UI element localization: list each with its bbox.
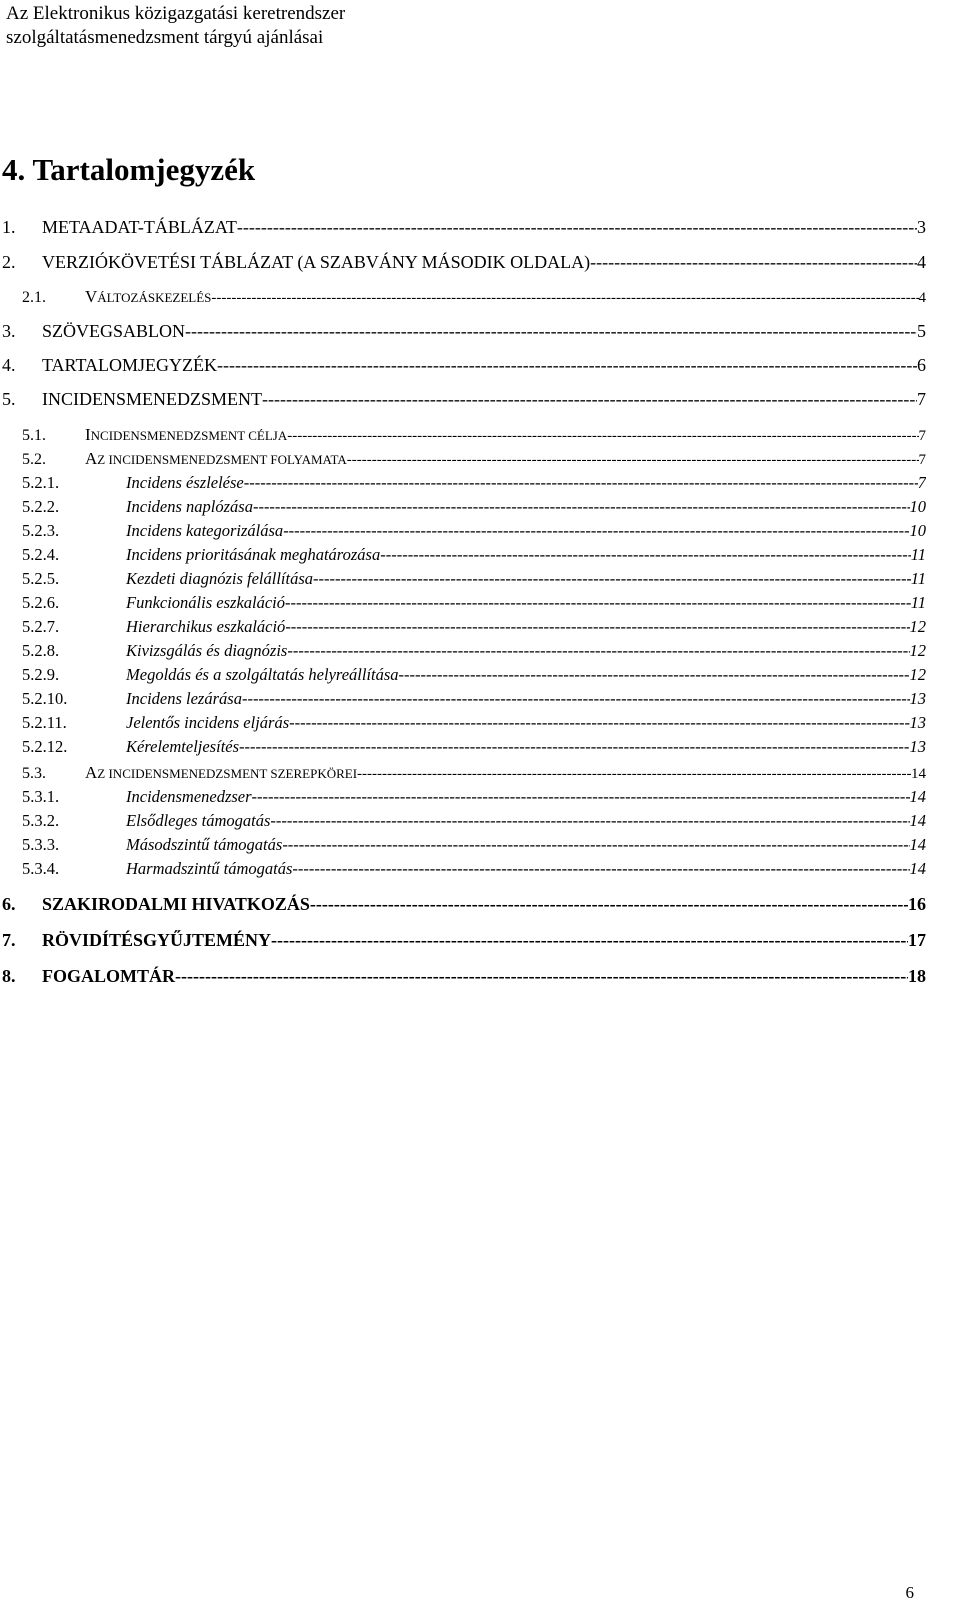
toc-entry-title-initial: V: [85, 287, 98, 306]
toc-entry-leader: [310, 894, 908, 915]
toc-entry-number: 5.2.5.: [22, 569, 60, 588]
toc-entry-number: 5.3.: [22, 765, 46, 782]
toc-entry-title-rest: ÁLTOZÁSKEZELÉS: [97, 290, 212, 305]
toc-entry-title: [85, 287, 211, 307]
toc-entry-page: 14: [909, 787, 926, 806]
toc-entry-leader: [239, 737, 909, 757]
toc-entry-page: 4: [918, 290, 926, 306]
toc-entry-title: Funkcionális eszkaláció: [126, 593, 286, 612]
toc-entry-number: 5.3.1.: [22, 787, 60, 806]
toc-entry[interactable]: [2, 217, 926, 238]
toc-entry-number: 8.: [2, 966, 16, 986]
toc-entry-leader: [242, 689, 910, 709]
toc-entry-page: 14: [909, 859, 926, 878]
toc-entry-leader: [289, 713, 909, 733]
toc-entry-leader: [252, 787, 910, 807]
toc-entry-title: SZÖVEGSABLON: [42, 321, 186, 341]
toc-entry-number: 4.: [2, 355, 16, 375]
toc-entry-page: 11: [910, 545, 926, 564]
toc-entry-page: 11: [910, 569, 926, 588]
toc-entry-title-rest: Z INCIDENSMENEDZSMENT FOLYAMATA: [97, 452, 347, 467]
toc-entry-number: 5.2.4.: [22, 545, 60, 564]
toc-entry-number: 5.3.2.: [22, 811, 60, 830]
toc-entry-page: 10: [909, 497, 926, 516]
toc-entry-title: Incidens prioritásának meghatározása: [126, 545, 381, 564]
page-number: 6: [905, 1583, 914, 1602]
toc-entry[interactable]: [22, 449, 926, 469]
header-line-1: Az Elektronikus közigazgatási keretrendszer: [6, 3, 346, 24]
toc-entry-title-initial: I: [85, 425, 91, 444]
toc-entry[interactable]: [22, 497, 926, 517]
toc-entry-leader: [282, 835, 909, 855]
toc-entry-leader: [285, 617, 909, 637]
toc-entry-page: 12: [909, 641, 926, 660]
toc-entry[interactable]: [22, 835, 926, 855]
toc-entry-leader: [347, 452, 919, 469]
toc-entry-number: 5.1.: [22, 427, 46, 444]
toc-entry-leader: [357, 766, 911, 783]
toc-entry-title: Kérelemteljesítés: [126, 737, 240, 756]
toc-entry-leader: [590, 252, 917, 273]
toc-entry-title: SZAKIRODALMI HIVATKOZÁS: [42, 894, 310, 914]
toc-entry-number: 5.: [2, 389, 16, 409]
toc-entry-leader: [253, 497, 910, 517]
toc-entry-number: 5.2.12.: [22, 737, 68, 756]
toc-entry-title: VERZIÓKÖVETÉSI TÁBLÁZAT (A SZABVÁNY MÁSODIK OLDALA): [42, 252, 591, 272]
toc-entry[interactable]: [22, 713, 926, 733]
toc-entry-leader: [244, 473, 918, 493]
toc-entry[interactable]: [22, 811, 926, 831]
toc-entry-number: 5.3.4.: [22, 859, 60, 878]
toc-entry-leader: [271, 930, 908, 951]
toc-entry-title: INCIDENSMENEDZSMENT: [42, 389, 262, 409]
toc-entry-number: 5.2.11.: [22, 713, 67, 732]
toc-entry-leader: [283, 521, 909, 541]
toc-entry-leader: [262, 389, 917, 410]
toc-entry[interactable]: [2, 894, 926, 915]
toc-entry-page: 11: [910, 593, 926, 612]
toc-entry[interactable]: [22, 641, 926, 661]
toc-entry-number: 5.2.: [22, 451, 46, 468]
toc-entry[interactable]: [22, 569, 926, 589]
toc-entry[interactable]: [2, 930, 926, 951]
toc-entry-page: 3: [917, 217, 926, 237]
toc-entry-leader: [292, 859, 909, 879]
toc-entry[interactable]: [22, 665, 926, 685]
toc-entry[interactable]: [22, 689, 926, 709]
toc-entry-title: [85, 425, 287, 445]
toc-entry-title: Incidens naplózása: [126, 497, 253, 516]
toc-entry-page: 4: [917, 252, 926, 272]
toc-entry[interactable]: [2, 321, 926, 342]
toc-entry[interactable]: [22, 521, 926, 541]
toc-entry-page: 7: [918, 428, 926, 444]
toc-entry-title: Incidens észlelése: [126, 473, 244, 492]
toc-entry-page: 17: [908, 930, 926, 950]
toc-entry-page: 6: [917, 355, 926, 375]
toc-entry-leader: [217, 355, 917, 376]
toc-entry-title-rest: NCIDENSMENEDZSMENT CÉLJA: [90, 428, 288, 443]
toc-entry-page: 7: [917, 473, 926, 492]
toc-entry-title: RÖVIDÍTÉSGYŰJTEMÉNY: [42, 930, 272, 950]
toc-entry-page: 14: [911, 766, 926, 782]
toc-entry-leader: [237, 217, 917, 238]
toc-entry-leader: [270, 811, 909, 831]
toc-entry-title: Hierarchikus eszkaláció: [126, 617, 286, 636]
toc-entry[interactable]: [2, 355, 926, 376]
toc-entry[interactable]: [22, 763, 926, 783]
toc-entry-number: 7.: [2, 930, 16, 950]
toc-entry-number: 5.2.1.: [22, 473, 60, 492]
toc-entry-title-rest: Z INCIDENSMENEDZSMENT SZEREPKÖREI: [97, 766, 358, 781]
toc-entry[interactable]: [22, 859, 926, 879]
toc-entry-number: 1.: [2, 217, 16, 237]
toc-entry-title: Kivizsgálás és diagnózis: [126, 641, 288, 660]
toc-entry-number: 2.1.: [22, 289, 46, 306]
toc-entry-page: 5: [917, 321, 926, 341]
toc-entry-number: 5.2.7.: [22, 617, 60, 636]
toc-entry-title: METAADAT-TÁBLÁZAT: [42, 217, 237, 237]
toc-entry-title-initial: A: [85, 449, 98, 468]
toc-entry[interactable]: [2, 389, 926, 410]
toc-entry-number: 5.2.3.: [22, 521, 60, 540]
toc-entry[interactable]: [22, 593, 926, 613]
toc-entry-title: Megoldás és a szolgáltatás helyreállítása: [126, 665, 399, 684]
toc-entry-number: 6.: [2, 894, 16, 914]
toc-entry-title: Elsődleges támogatás: [126, 811, 271, 830]
toc-entry-leader: [287, 428, 918, 445]
toc-entry-title: Incidensmenedzser: [126, 787, 252, 806]
toc-entry-number: 5.2.8.: [22, 641, 60, 660]
toc-entry[interactable]: [2, 252, 926, 273]
toc-entry[interactable]: [22, 787, 926, 807]
toc-entry-number: 5.2.6.: [22, 593, 60, 612]
toc-entry-page: 7: [917, 389, 926, 409]
toc-entry[interactable]: [22, 737, 926, 757]
toc-entry-page: 16: [908, 894, 926, 914]
toc-entry-title: Harmadszintű támogatás: [126, 859, 293, 878]
toc-entry-page: 13: [909, 713, 926, 732]
toc-entry[interactable]: [22, 473, 926, 493]
toc-entry-page: 18: [908, 966, 926, 986]
toc-entry-page: 14: [909, 835, 926, 854]
toc-entry-number: 5.2.10.: [22, 689, 68, 708]
toc-entry[interactable]: [22, 425, 926, 445]
toc-entry-page: 13: [909, 737, 926, 756]
toc-entry-title: Kezdeti diagnózis felállítása: [126, 569, 314, 588]
toc-entry-title-initial: A: [85, 763, 98, 782]
toc-entry-leader: [287, 641, 909, 661]
toc-entry-leader: [399, 665, 910, 685]
toc-entry-number: 5.3.3.: [22, 835, 60, 854]
toc-entry-number: 2.: [2, 252, 16, 272]
toc-entry-leader: [285, 593, 911, 613]
toc-entry-title: Incidens lezárása: [126, 689, 242, 708]
toc-entry-number: 5.2.2.: [22, 497, 60, 516]
toc-entry-title: FOGALOMTÁR: [42, 966, 175, 986]
toc-entry[interactable]: [22, 545, 926, 565]
toc-entry-title: [85, 449, 347, 469]
toc-entry-title: Incidens kategorizálása: [126, 521, 284, 540]
toc-entry[interactable]: [22, 617, 926, 637]
toc-entry-page: 12: [909, 617, 926, 636]
toc-entry-title: TARTALOMJEGYZÉK: [42, 355, 218, 375]
running-header: [6, 2, 345, 50]
toc-entry-title: [85, 763, 357, 783]
toc-entry[interactable]: [2, 966, 926, 987]
toc-entry-number: 3.: [2, 321, 16, 341]
toc-entry-leader: [313, 569, 911, 589]
toc-entry-title: Másodszintű támogatás: [126, 835, 283, 854]
toc-entry-leader: [185, 321, 917, 342]
toc-entry-page: 7: [918, 452, 926, 468]
toc-entry-leader: [175, 966, 908, 987]
header-line-2: szolgáltatásmenedzsment tárgyú ajánlásai: [6, 27, 324, 48]
toc-entry-page: 10: [909, 521, 926, 540]
toc-entry-leader: [211, 290, 918, 307]
toc-entry-page: 14: [909, 811, 926, 830]
page-title: 4. Tartalomjegyzék: [2, 152, 256, 187]
toc-entry-title: Jelentős incidens eljárás: [126, 713, 290, 732]
toc-entry-page: 13: [909, 689, 926, 708]
toc-entry[interactable]: [22, 287, 926, 307]
toc-entry-leader: [380, 545, 911, 565]
toc-entry-number: 5.2.9.: [22, 665, 60, 684]
toc-entry-page: 12: [909, 665, 926, 684]
